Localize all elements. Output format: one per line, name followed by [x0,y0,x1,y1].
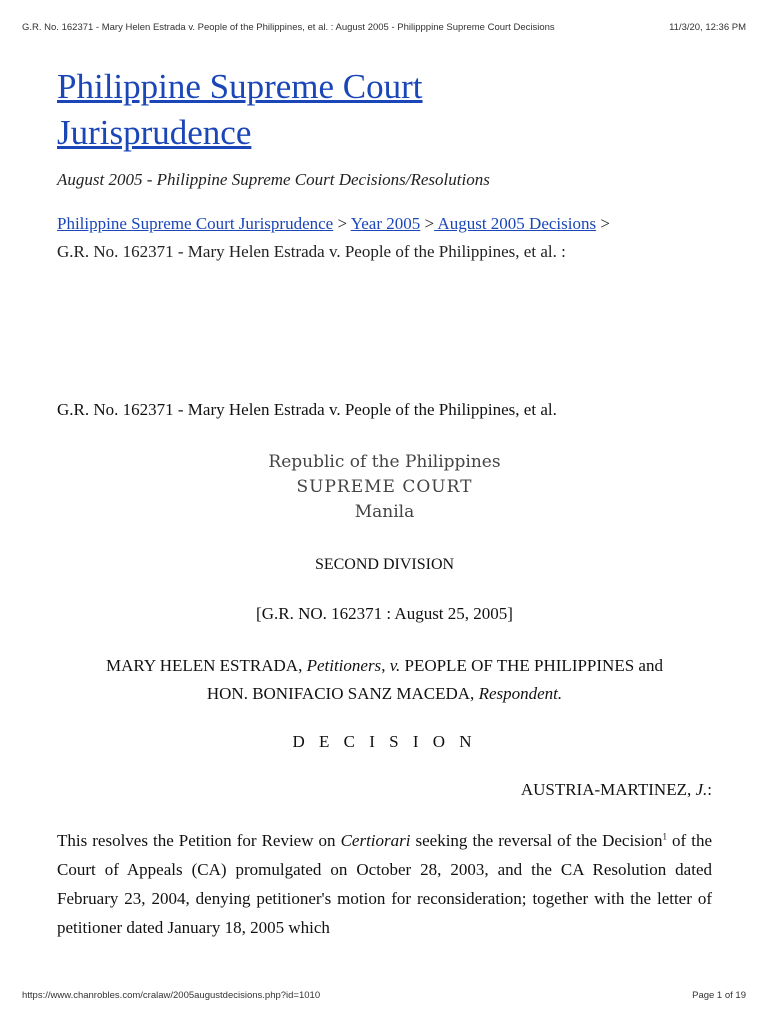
court-header [57,450,712,525]
site-title-line1[interactable]: Philippine Supreme Court [57,67,423,106]
page-content [57,64,713,937]
decision-label: D E C I S I O N [292,732,477,751]
certiorari-term: Certiorari [340,831,411,850]
petitioner-name: MARY HELEN ESTRADA, [106,656,303,675]
print-footer [22,990,746,1001]
division-title: SECOND DIVISION [314,556,455,573]
breadcrumb-link-year[interactable]: Year 2005 [350,214,421,233]
print-footer-page: Page 1 of 19 [692,990,746,1001]
print-header [22,22,746,33]
footnote-1-link[interactable]: 1 [662,831,668,842]
body-text-2: seeking the reversal of the Decision [415,831,663,850]
case-heading: G.R. No. 162371 - Mary Helen Estrada v. People of the Philippines, et al. [57,400,557,419]
justice-suffix: J. [695,780,708,799]
gr-number: [G.R. NO. 162371 : August 25, 2005] [256,604,513,623]
print-header-datetime: 11/3/20, 12:36 PM [669,22,746,33]
breadcrumb-separator: > [600,214,610,233]
court-republic: Republic of the Philippines [268,452,501,472]
site-title-line2[interactable]: Jurisprudence [57,113,252,152]
ponente: AUSTRIA-MARTINEZ, J.: [520,780,712,799]
breadcrumb-current: G.R. No. 162371 - Mary Helen Estrada v. People of the Philippines, et al. : [57,242,566,261]
breadcrumb-link-month[interactable]: August 2005 Decisions [434,214,597,233]
respondent-line1: PEOPLE OF THE PHILIPPINES and [404,656,663,675]
body-text-3: of the Court of Appeals (CA) promulgated on October 28, 2003, and the CA Resolution dated February 23, 2004, denying petitioner's motion for reconsideration; together with the letter of petitioner dated January 18, 2005 which [57,831,713,937]
court-name: SUPREME COURT [296,477,473,497]
breadcrumb-separator: > [424,214,435,233]
site-title-link[interactable] [57,64,712,156]
site-subtitle: August 2005 - Philippine Supreme Court Decisions/Resolutions [57,170,490,189]
justice-name: AUSTRIA-MARTINEZ, [520,780,692,799]
petitioner-role: Petitioners [306,656,382,675]
breadcrumb-link-jurisprudence[interactable]: Philippine Supreme Court Jurisprudence [57,214,334,233]
court-city: Manila [354,502,415,522]
print-header-title: G.R. No. 162371 - Mary Helen Estrada v. People of the Philippines, et al. : August 2005 - Philipppine Supreme Court Decisions [22,22,555,33]
body-text-1: This resolves the Petition for Review on [57,831,336,850]
respondent-line2: HON. BONIFACIO SANZ MACEDA, [206,684,475,703]
breadcrumb [57,210,712,266]
breadcrumb-separator: > [337,214,348,233]
decision-body-paragraph [57,826,712,942]
case-parties: MARY HELEN ESTRADA, Petitioners, v. PEOPLE OF THE PHILIPPINES and HON. BONIFACIO SANZ MACEDA, Respondent. [106,656,663,703]
versus: v. [389,656,401,675]
respondent-role: Respondent. [478,684,563,703]
print-footer-url: https://www.chanrobles.com/cralaw/2005augustdecisions.php?id=1010 [22,990,321,1001]
